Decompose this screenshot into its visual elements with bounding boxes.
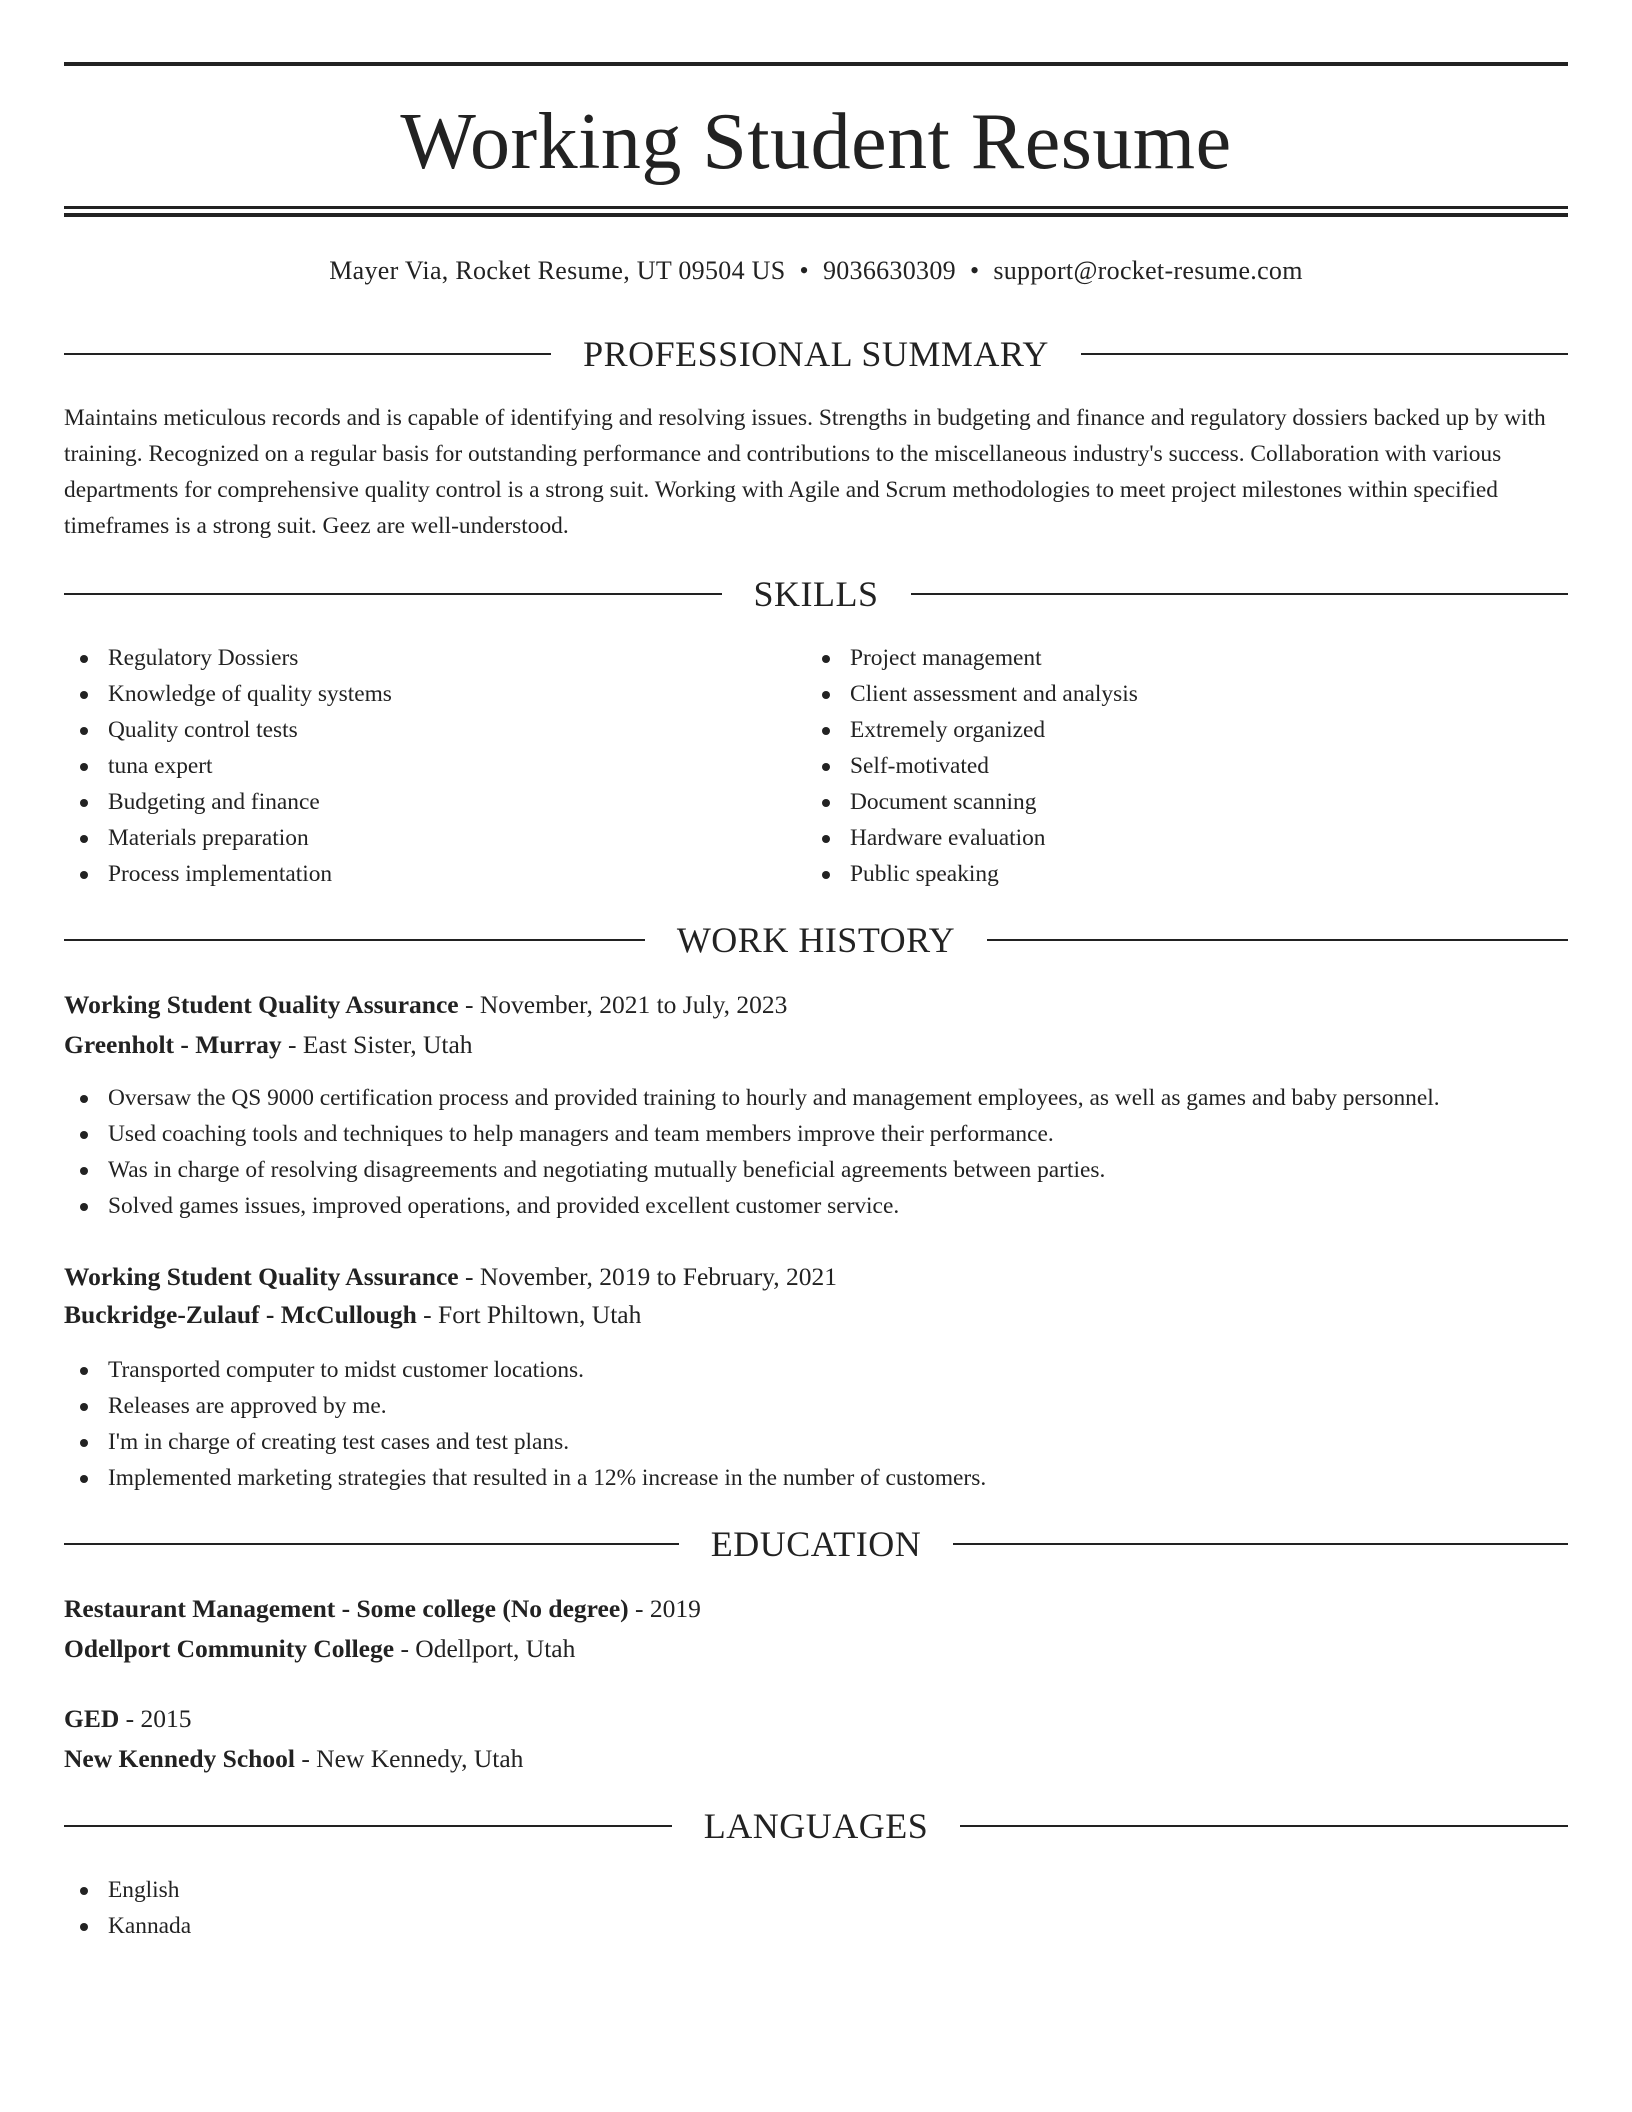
section-label: LANGUAGES — [703, 1806, 929, 1846]
heading-rule — [987, 939, 1568, 941]
job-bullet: I'm in charge of creating test cases and test plans. — [64, 1424, 1568, 1460]
job-location: - Fort Philtown, Utah — [416, 1300, 642, 1329]
job-bullet: Was in charge of resolving disagreements and negotiating mutually beneficial agreements between parties. — [64, 1152, 1568, 1188]
section-heading-work-history — [64, 918, 1568, 962]
job-bullet: Transported computer to midst customer locations. — [64, 1352, 1568, 1388]
header-rule-1 — [64, 206, 1568, 209]
job-bullet: Used coaching tools and techniques to help managers and team members improve their performance. — [64, 1116, 1568, 1152]
job-company: Buckridge-Zulauf - McCullough — [64, 1300, 417, 1329]
contact-email: support@rocket-resume.com — [993, 256, 1303, 285]
skill-item: tuna expert — [64, 748, 804, 784]
heading-rule — [64, 353, 551, 355]
section-label: PROFESSIONAL SUMMARY — [583, 334, 1049, 374]
heading-rule — [64, 939, 645, 941]
skill-item: Self-motivated — [806, 748, 1546, 784]
education-year: - 2015 — [119, 1704, 192, 1733]
skills-list-left — [64, 640, 804, 892]
job-dates: - November, 2021 to July, 2023 — [458, 990, 788, 1019]
skill-item: Public speaking — [806, 856, 1546, 892]
contact-line — [64, 254, 1568, 288]
heading-rule — [64, 1825, 672, 1827]
header-top-rule — [64, 62, 1568, 66]
education-school-line — [64, 1740, 1568, 1778]
job-company-line — [64, 1296, 1568, 1334]
education-year: - 2019 — [628, 1594, 701, 1623]
heading-rule — [953, 1543, 1568, 1545]
job-bullets — [64, 1080, 1568, 1224]
job-title: Working Student Quality Assurance — [64, 1262, 459, 1291]
job-bullets — [64, 1352, 1568, 1496]
job-dates: - November, 2019 to February, 2021 — [458, 1262, 837, 1291]
resume-page — [64, 0, 1568, 2112]
skill-item: Extremely organized — [806, 712, 1546, 748]
job-company: Greenholt - Murray — [64, 1030, 282, 1059]
contact-phone: 9036630309 — [822, 256, 956, 285]
skills-list-right — [806, 640, 1546, 892]
job-bullet: Releases are approved by me. — [64, 1388, 1568, 1424]
skill-item: Document scanning — [806, 784, 1546, 820]
education-degree: GED — [64, 1704, 120, 1733]
job-title-line — [64, 1258, 1568, 1296]
heading-rule — [64, 1543, 679, 1545]
contact-separator: • — [799, 256, 809, 285]
job-title: Working Student Quality Assurance — [64, 990, 459, 1019]
skill-item: Knowledge of quality systems — [64, 676, 804, 712]
resume-title: Working Student Resume — [400, 98, 1232, 186]
education-location: - New Kennedy, Utah — [294, 1744, 524, 1773]
contact-separator: • — [969, 256, 980, 285]
skill-item: Project management — [806, 640, 1546, 676]
education-degree: Restaurant Management - Some college (No degree) — [64, 1594, 629, 1623]
section-label: EDUCATION — [710, 1524, 922, 1564]
section-heading-skills — [64, 572, 1568, 616]
heading-rule — [960, 1825, 1568, 1827]
languages-list — [64, 1872, 804, 1944]
heading-rule — [64, 593, 722, 595]
education-school: New Kennedy School — [64, 1744, 295, 1773]
skill-item: Quality control tests — [64, 712, 804, 748]
section-heading-languages — [64, 1804, 1568, 1848]
skill-item: Hardware evaluation — [806, 820, 1546, 856]
section-label: SKILLS — [753, 574, 879, 614]
summary-paragraph: Maintains meticulous records and is capable of identifying and resolving issues. Strengths in budgeting and finance and regulatory dossiers backed up by with training. Recognized on a regular basis for outstanding performance and contributions to the miscellaneous industry's success. Collaboration with various departments for comprehensive quality control is a strong suit. Working with Agile and Scrum methodologies to meet project milestones within specified timeframes is a strong suit. Geez are well-understood. — [64, 405, 1546, 539]
section-label: WORK HISTORY — [676, 920, 956, 960]
job-bullet: Implemented marketing strategies that resulted in a 12% increase in the number of customers. — [64, 1460, 1568, 1496]
heading-rule — [1081, 353, 1568, 355]
education-degree-line — [64, 1700, 1568, 1738]
skill-item: Budgeting and finance — [64, 784, 804, 820]
section-heading-summary — [64, 332, 1568, 376]
job-title-line — [64, 986, 1568, 1024]
header-rule-2 — [64, 213, 1568, 217]
job-company-line — [64, 1026, 1568, 1064]
skill-item: Materials preparation — [64, 820, 804, 856]
language-item: Kannada — [64, 1908, 804, 1944]
job-location: - East Sister, Utah — [281, 1030, 473, 1059]
skill-item: Process implementation — [64, 856, 804, 892]
job-bullet: Solved games issues, improved operations, and provided excellent customer service. — [64, 1188, 1568, 1224]
skill-item: Regulatory Dossiers — [64, 640, 804, 676]
job-bullet: Oversaw the QS 9000 certification process and provided training to hourly and management employees, as well as games and baby personnel. — [64, 1080, 1568, 1116]
heading-rule — [911, 593, 1569, 595]
education-degree-line — [64, 1590, 1568, 1628]
education-school: Odellport Community College — [64, 1634, 395, 1663]
education-school-line — [64, 1630, 1568, 1668]
education-location: - Odellport, Utah — [394, 1634, 576, 1663]
skill-item: Client assessment and analysis — [806, 676, 1546, 712]
language-item: English — [64, 1872, 804, 1908]
section-heading-education — [64, 1522, 1568, 1566]
contact-address: Mayer Via, Rocket Resume, UT 09504 US — [329, 256, 786, 285]
